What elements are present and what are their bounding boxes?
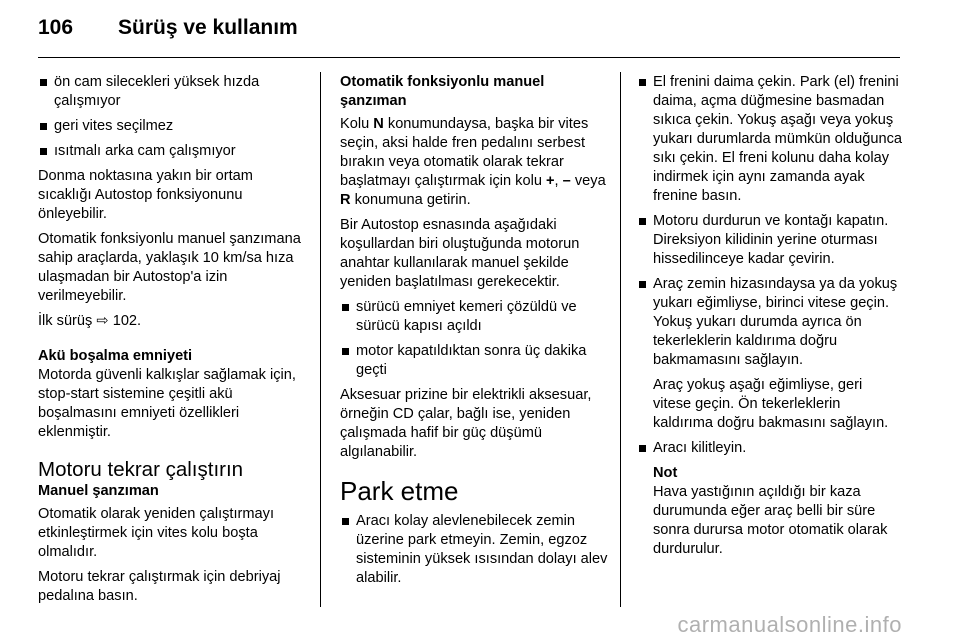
column-1 [38,73,308,612]
paragraph: Otomatik olarak yeniden çalıştırmayı etkinleştirmek için vites kolu boşta olmalıdır. [38,506,275,560]
list-item: Motoru durdurun ve kontağı kapatın. Direksiyon kilidinin yerine oturması hissedilinceye kadar çevirin. [637,212,903,269]
list-item: sürücü emniyet kemeri çözüldü ve sürücü kapısı açıldı [340,298,608,336]
page-reference-arrow-icon: ⇨ [96,313,109,329]
paragraph: Bir Autostop esnasında aşağıdaki koşullardan biri oluştuğunda motorun anahtar kullanılarak manuel şekilde yeniden başlatılması gerekecektir. [340,217,580,290]
bullet-square-icon [639,281,646,288]
note-block [637,464,903,559]
column-divider-1 [320,72,321,607]
bullet-square-icon [342,518,349,525]
bullet-square-icon [342,304,349,311]
paragraph: Otomatik fonksiyonlu manuel şanzımana sahip araçlarda, yaklaşık 10 km/sa hıza ulaşmadan bir Autostop'a izin verilmeyebilir. [38,231,301,304]
paragraph: Araç yokuş aşağı eğimliyse, geri vitese geçin. Ön tekerleklerin kaldırıma doğru bakmasını sağlayın. [653,377,889,431]
bullet-square-icon [639,445,646,452]
manual-heading: Manuel şanzıman [38,483,159,499]
bullet-square-icon [639,79,646,86]
bullet-square-icon [342,348,349,355]
page-title: Sürüş ve kullanım [118,16,298,39]
note-text: Hava yastığının açıldığı bir kaza durumunda eğer araç belli bir süre sonra durursa motor otomatik olarak durdurulur. [653,484,888,557]
paragraph: Kolu N konumundaysa, başka bir vites seçin, aksi halde fren pedalını serbest bırakın veya otomatik olarak tekrar başlatmayı çalıştırmak için kolu +, – veya R konumuna getirin. [340,116,606,208]
column-2 [340,73,608,594]
column-3 [637,73,903,565]
bullet-square-icon [40,123,47,130]
header-rule [38,57,900,58]
watermark: carmanualsonline.info [677,612,902,637]
bullet-square-icon [40,148,47,155]
bullet-square-icon [40,79,47,86]
list-item: Araç zemin hizasındaysa ya da yokuş yukarı eğimliyse, birinci vitese geçin. Yokuş yukarı durumda ayrıca ön tekerleklerin kaldırıma doğru bakmamasını sağlayın. [637,275,903,370]
list-item: Aracı kolay alevlenebilecek zemin üzerine park etmeyin. Zemin, egzoz sisteminin yüksek ısısından dolayı alev alabilir. [340,512,608,588]
page-header [38,16,298,50]
battery-heading: Akü boşalma emniyeti [38,348,193,364]
paragraph: Aksesuar prizine bir elektrikli aksesuar, örneğin CD çalar, bağlı ise, yeniden çalışmada hafif bir güç düşümü algılanabilir. [340,387,592,460]
park-heading: Park etme [340,476,459,506]
paragraph: Motorda güvenli kalkışlar sağlamak için, stop-start sistemine çeşitli akü boşalmasını emniyeti özellikleri eklenmiştir. [38,367,296,440]
restart-heading: Motoru tekrar çalıştırın [38,458,244,481]
list-item: El frenini daima çekin. Park (el) frenini daima, açma düğmesine basmadan sıkıca çekin. Yokuş aşağı veya yokuş yukarı durumlarda mümkün olduğunca sıkı çekin. El freni kolunu daha kolay indirmek için aynı zamanda ayak frenine basın. [637,73,903,206]
page-number: 106 [38,16,74,39]
auto-heading: Otomatik fonksiyonlu manuel şanzıman [340,74,545,109]
paragraph: Motoru tekrar çalıştırmak için debriyaj pedalına basın. [38,569,281,604]
paragraph: Donma noktasına yakın bir ortam sıcaklığı Autostop fonksiyonunu önleyebilir. [38,168,253,222]
note-heading: Not [653,465,678,481]
column-divider-2 [620,72,621,607]
list-item: motor kapatıldıktan sonra üç dakika geçti [340,342,608,380]
list-item: ısıtmalı arka cam çalışmıyor [38,142,308,161]
cross-reference: İlk sürüş ⇨ 102. [38,313,142,329]
list-item: ön cam silecekleri yüksek hızda çalışmıyor [38,73,308,111]
list-item: Aracı kilitleyin. [637,439,903,458]
list-item: geri vites seçilmez [38,117,308,136]
bullet-square-icon [639,218,646,225]
